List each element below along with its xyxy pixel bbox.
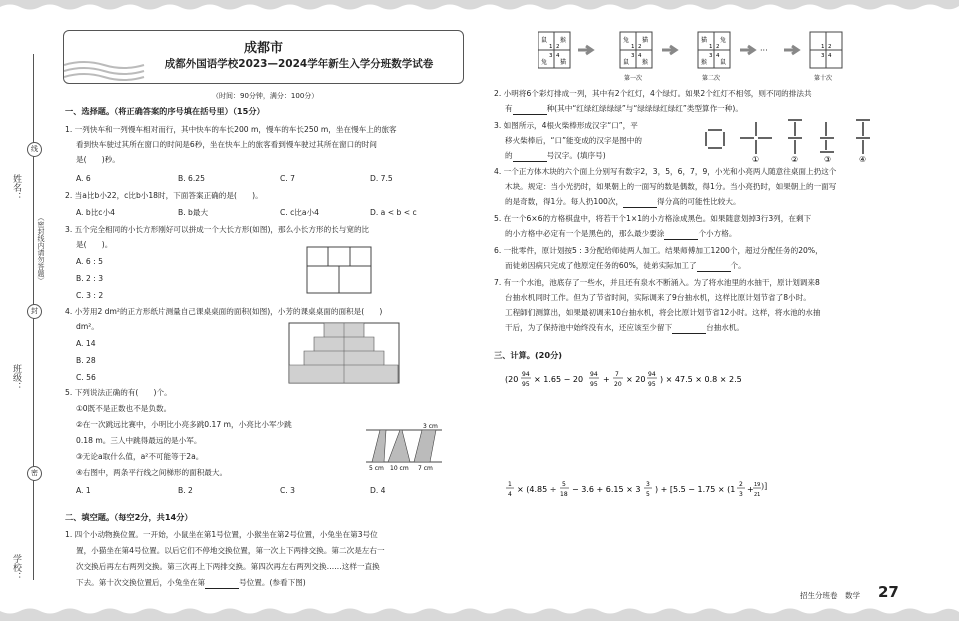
grid-num: 3 [631,53,635,59]
frac-num: 3 [646,481,650,488]
s2q4-line3b: 得分高的可能性比较大。 [657,197,741,206]
s2q2-line1: 2. 小明将6个彩灯排成一列，其中有2个红灯，4个绿灯。如果2个红灯不相邻，则不同的排法共 [494,89,812,98]
expr1-part: ) × 47.5 × 0.8 × 2.5 [660,375,742,384]
time-note: （时间：90分钟，满分：100分） [212,92,319,100]
option-label: ① [752,155,760,164]
frac-den: 95 [522,381,530,388]
binding-line [33,54,34,144]
binding-circle: 线 [27,142,42,157]
frac-den: 5 [646,491,650,498]
grid-caption: 第二次 [702,75,721,82]
s2q3-line2: 移火柴棒后，“口”能变成的汉字是图中的 [505,136,642,145]
grid-num: 2 [556,44,560,50]
grid-first [620,32,652,82]
s2q3-line1: 3. 如图所示，4根火柴棒形成汉字“口”，平 [494,121,638,130]
s2q4-line1: 4. 一个正方体木块的六个面上分别写有数字2，3，5，6，7，9，小光和小亮两人随意往桌面上扔这个 [494,167,837,176]
answer-blank[interactable] [664,230,698,240]
top-wave-border [0,0,959,14]
grid-num: 1 [631,44,635,50]
binding-strip [0,14,58,604]
grid-cell: 猫 [642,37,649,44]
frac-den: 4 [508,491,512,498]
seal-note: （密封线内请勿答题） [37,214,45,284]
s2q2-line2b: 种(其中“红绿红绿绿绿”与“绿绿绿红绿红”类型算作一种)。 [546,104,743,113]
grid-tenth [810,32,842,82]
q2-line1: 2. 当a比b小22，c比b小18时，下面答案正确的是( )。 [65,191,263,200]
q5-option-d: D. 4 [370,486,386,495]
q4-option-b: B. 28 [76,356,96,365]
class-label: 班级： [11,364,21,391]
grid-cell: 鼠 [541,37,548,44]
school-label: 学校： [11,554,21,581]
fig-label-b1: 5 cm [369,465,384,472]
s2q6-line2 [505,260,746,272]
frac-num: 7 [615,371,619,378]
q3-option-c: C. 3 : 2 [76,291,104,300]
grid-num: 3 [709,53,713,59]
grid-cell: 鼠 [720,59,727,66]
frac-den: 3 [739,491,743,498]
q1-option-d: D. 7.5 [370,174,393,183]
expr2-part: ) + [5.5 − 1.75 × (1 [655,485,736,494]
expr2-part: × (4.85 ÷ [517,485,557,494]
grid-cell: 猴 [642,59,649,66]
frac-den: 18 [560,491,568,498]
q3-line1: 3. 五个完全相同的小长方形刚好可以拼成一个大长方形(如图)，那么小长方形的长与宽的比 [65,225,370,234]
binding-line [33,156,34,306]
q5-option-a: A. 1 [76,486,91,495]
matchstick-figure [700,116,880,164]
q4-desk-figure [288,322,400,384]
answer-blank[interactable] [513,152,547,162]
s2q2-line2 [505,103,743,115]
q5-option-c: C. 3 [280,486,295,495]
section3-heading: 三、计算。(20分) [494,350,563,360]
q4-line2: dm²。 [76,322,99,331]
expr1-part: × 1.65 − 20 [534,375,584,384]
q5-line1: 5. 下列说法正确的有( )个。 [65,388,172,397]
q3-rectangle-figure [306,246,372,294]
q5-statement-2b: 0.18 m。三人中跳得最远的是小军。 [76,436,202,445]
option-label: ③ [824,155,832,164]
q4-line1: 4. 小芳用2 dm²的正方形纸片测量自己课桌桌面的面积(如图)，小芳的课桌桌面的面积是( ) [65,307,383,316]
grid-num: 4 [716,53,720,59]
position-grids [538,30,868,84]
s2q3-line3 [505,150,606,162]
arrow-icon [740,46,754,54]
s2q7-line4b: 台抽水机。 [706,323,745,332]
q5-statement-3: ③无论a取什么值，a²不可能等于2a。 [76,452,204,461]
exam-city: 成都市 [243,41,283,56]
s2q3-line3a: 的 [505,151,513,160]
frac-num: 94 [648,371,656,378]
option-label: ② [791,155,799,164]
s2q4-line3 [505,196,741,208]
q1-line2: 看到快车驶过其所在窗口的时间是6秒，坐在快车上的旅客看到慢车驶过其所在窗口的时间 [76,140,377,149]
s2q5-line2a: 的小方格中必定有一个是黑色的，那么最少要涂 [505,229,665,238]
answer-blank[interactable] [697,262,731,272]
bottom-wave-border [0,604,959,621]
q5-statement-4: ④右图中，两条平行线之间梯形的面积最大。 [76,468,228,477]
s2q3-line3b: 号汉字。(填序号) [546,151,606,160]
s2q1-line1: 1. 四个小动物换位置。一开始，小鼠坐在第1号位置，小猴坐在第2号位置，小兔坐在第3号位 [65,530,378,539]
grid-cell: 猴 [560,37,567,44]
name-label: 姓名： [11,174,21,201]
grid-num: 4 [638,53,642,59]
grid-cell: 猴 [701,59,708,66]
s2q7-line2: 台抽水机同时工作。但为了节省时间，实际调来了9台抽水机，这样比原计划节省了8小时。 [505,293,811,302]
grid-num: 1 [549,44,553,50]
grid-num: 3 [821,53,825,59]
s2q1-line4a: 下去。第十次交换位置后，小兔坐在第 [76,578,206,587]
arrow-icon [784,46,798,54]
q3-option-a: A. 6 : 5 [76,257,103,266]
s2q7-line4 [505,322,744,334]
binding-circle: 密 [27,466,42,481]
title-box [63,30,464,84]
s2q1-line4 [76,577,306,589]
q5-statement-2: ②在一次跳远比赛中，小明比小亮多跳0.17 m，小亮比小军少跳 [76,420,292,429]
grid-caption: 第十次 [814,75,833,82]
section1-heading: 一、选择题。（将正确答案的序号填在括号里）（15分） [65,106,265,116]
expr1-part: (20 [505,375,519,384]
expr1-part: + [603,375,610,384]
q2-option-a: A. b比c小4 [76,208,115,217]
q2-option-d: D. a < b < c [370,208,417,217]
s2q5-line2b: 个小方格。 [698,229,737,238]
fig-label-top: 3 cm [423,423,438,430]
page-number: 27 [878,583,899,601]
section2-heading: 二、填空题。（每空2分，共14分） [65,512,193,522]
s2q5-line1: 5. 在一个6×6的方格棋盘中，将若干个1×1的小方格涂成黑色。如果随意划掉3行3列，在剩下 [494,214,812,223]
binding-line [33,318,34,468]
q1-option-c: C. 7 [280,174,295,183]
s2q4-line3a: 的是奇数，得1分。每人扔100次， [505,197,624,206]
grid-second [698,32,730,82]
q3-option-b: B. 2 : 3 [76,274,104,283]
s2q7-line4a: 干后，为了保持池中始终没有水，还应该至少留下 [505,323,673,332]
frac-num: 5 [562,481,566,488]
grid-num: 1 [709,44,713,50]
q1-option-b: B. 6.25 [178,174,205,183]
s2q6-line2a: 而徒弟因病只完成了他原定任务的60%，徒弟实际加工了 [505,261,697,270]
grid-num: 2 [828,44,832,50]
s2q6-line1: 6. 一批零件，原计划按5 : 3分配给师徒两人加工。结果师傅加工1200个，超过分配任务的20%， [494,246,823,255]
s2q2-line2a: 有 [505,104,513,113]
s2q1-line3: 次交换后再左右两列交换。第三次再上下两排交换。第四次再左右两列交换……这样一直换 [76,562,380,571]
grid-cell: 兔 [541,59,548,66]
s2q4-line2: 木块。规定：当小光扔时，如果朝上的一面写的数是偶数，得1分。当小亮扔时，如果朝上的一面写 [505,182,837,191]
grid-num: 2 [716,44,720,50]
grid-num: 4 [828,53,832,59]
q2-option-b: B. b最大 [178,208,209,217]
expr1-part: × 20 [626,375,646,384]
q5-trapezoid-figure [366,420,442,472]
q1-line1: 1. 一列快车和一列慢车相对而行，其中快车的车长200 m，慢车的车长250 m，坐在慢车上的旅客 [65,125,397,134]
q1-option-a: A. 6 [76,174,91,183]
option-label: ④ [859,155,867,164]
frac-den: 95 [648,381,656,388]
expr2-closing: )] [761,482,768,491]
q1-line3: 是( )秒。 [76,155,120,164]
s2q7-line3: 工程師们测算出，如果最初调来10台抽水机，将会比原计划节省12小时。这样，将水池的水抽 [505,308,821,317]
arrow-icon [662,46,676,54]
expr2-part: + [747,485,754,494]
arrow-icon [578,46,592,54]
q4-option-a: A. 14 [76,339,96,348]
grid-num: 3 [549,53,553,59]
frac-den: 21 [754,492,761,498]
grid-cell: 猫 [560,59,567,66]
frac-num: 94 [590,371,598,378]
answer-blank[interactable] [513,105,547,115]
s2q1-line2: 置，小猫坐在第4号位置。以后它们不停地交换位置，第一次上下两排交换。第二次是左右一 [76,546,385,555]
s2q6-line2b: 个。 [730,261,746,270]
s2q7-line1: 7. 有一个水池，池底存了一些水，并且还有泉水不断涌入。为了将水池里的水抽干，原计划调来8 [494,278,820,287]
ellipsis: ··· [760,46,768,55]
s2q1-line4b: 号位置。(参看下图) [239,578,306,587]
answer-blank[interactable] [672,324,706,334]
expression-1 [505,366,745,392]
answer-blank[interactable] [623,198,657,208]
grid-cell: 猫 [701,37,708,44]
q5-statement-1: ①0既不是正数也不是负数。 [76,404,172,413]
grid-num: 2 [638,44,642,50]
grid-cell: 兔 [720,37,727,44]
frac-num: 1 [508,481,512,488]
q4-option-c: C. 56 [76,373,96,382]
grid-num: 1 [821,44,825,50]
answer-blank[interactable] [205,579,239,589]
expr2-part: − 3.6 + 6.15 × 3 [572,485,641,494]
grid-caption: 第一次 [624,75,643,82]
binding-circle: 封 [27,304,42,319]
frac-num: 19 [754,482,761,488]
grid-cell: 鼠 [623,59,630,66]
q2-option-c: C. c比a小4 [280,208,319,217]
q3-line2: 是( )。 [76,240,113,249]
binding-line [33,480,34,580]
frac-den: 20 [614,381,622,388]
frac-num: 2 [739,481,743,488]
frac-den: 95 [590,381,598,388]
frac-num: 94 [522,371,530,378]
expression-2 [505,476,768,502]
fig-label-b2: 10 cm [390,465,409,472]
fig-label-b3: 7 cm [418,465,433,472]
q5-option-b: B. 2 [178,486,193,495]
exam-title: 成都外国语学校2023—2024学年新生入学分班数学试卷 [164,58,434,70]
grid-cell: 兔 [623,37,630,44]
grid-num: 4 [556,53,560,59]
footer-series: 招生分班卷 数学 [800,591,860,600]
grid-initial [538,32,570,68]
s2q5-line2 [505,228,736,240]
